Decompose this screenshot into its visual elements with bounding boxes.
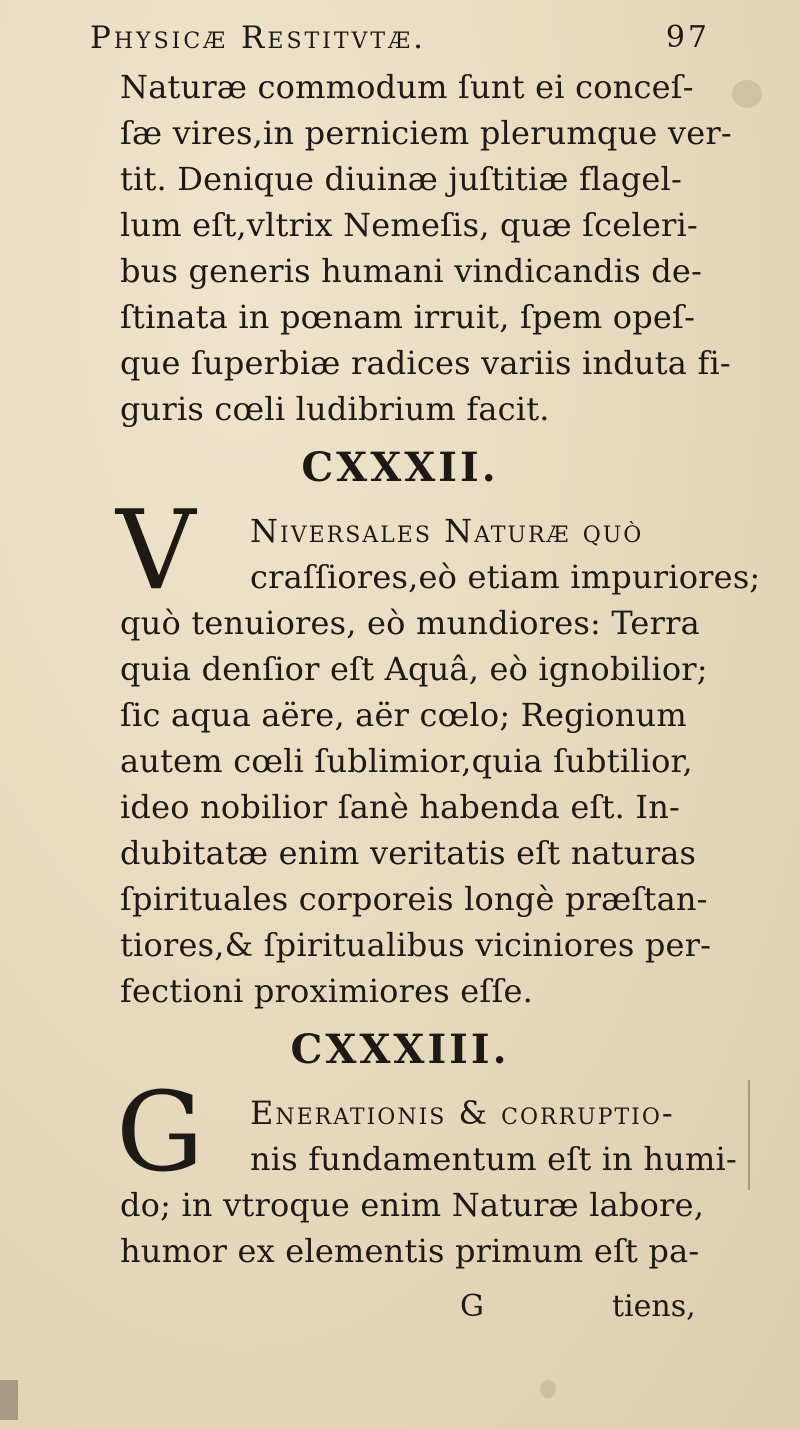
ink-blot	[732, 80, 762, 108]
ink-blot	[540, 1380, 556, 1398]
page-edge-damage	[0, 1380, 18, 1420]
catchword: tiens,	[612, 1289, 696, 1324]
signature-mark: G	[460, 1289, 484, 1324]
text-line: autem cœli ſublimior,quia ſubtilior,	[120, 742, 693, 780]
text-line: ſtinata in pœnam irruit, ſpem opeſ-	[120, 298, 696, 336]
page-number: 97	[665, 20, 710, 55]
text-line: Naturæ commodum ſunt ei conceſ-	[120, 68, 694, 106]
text-line: dubitatæ enim veritatis eſt naturas	[120, 834, 697, 872]
running-title: Physicæ Restitvtæ.	[90, 20, 426, 56]
text-line: quia denſior eſt Aquâ, eò ignobilior;	[120, 650, 708, 688]
section-heading-cxxxiii: CXXXIII.	[290, 1026, 510, 1073]
text-line: tit. Denique diuinæ juſtitiæ flagel-	[120, 160, 682, 198]
text-line: do; in vtroque enim Naturæ labore,	[120, 1186, 705, 1224]
text-line: humor ex elementis primum eſt pa-	[120, 1232, 700, 1270]
text-line: Niversales Naturæ quò	[250, 512, 644, 550]
text-line: ideo nobilior ſanè habenda eſt. In-	[120, 788, 681, 826]
text-line: que ſuperbiæ radices variis induta fi-	[120, 344, 731, 382]
text-line: tiores,& ſpiritualibus viciniores per-	[120, 926, 712, 964]
section-heading-cxxxii: CXXXII.	[301, 444, 499, 491]
drop-capital: G	[116, 1068, 204, 1196]
text-line: ſæ vires,in perniciem plerumque ver-	[120, 114, 732, 152]
text-line: ſpirituales corporeis longè præſtan-	[120, 880, 708, 918]
text-line: guris cœli ludibrium facit.	[120, 390, 550, 428]
text-line: bus generis humani vindicandis de-	[120, 252, 703, 290]
text-line: Enerationis & corruptio-	[250, 1094, 675, 1132]
text-line: ſic aqua aëre, aër cœlo; Regionum	[120, 696, 687, 734]
text-line: quò tenuiores, eò mundiores: Terra	[120, 604, 700, 642]
text-line: craſſiores,eò etiam impuriores;	[250, 558, 761, 596]
text-line: lum eſt,vltrix Nemeſis, quæ ſceleri-	[120, 206, 698, 244]
drop-capital: V	[116, 486, 196, 614]
text-line: nis fundamentum eſt in humi-	[250, 1140, 737, 1178]
text-line: fectioni proximiores eſſe.	[120, 972, 534, 1010]
running-header	[90, 14, 710, 60]
margin-mark	[748, 1080, 750, 1190]
